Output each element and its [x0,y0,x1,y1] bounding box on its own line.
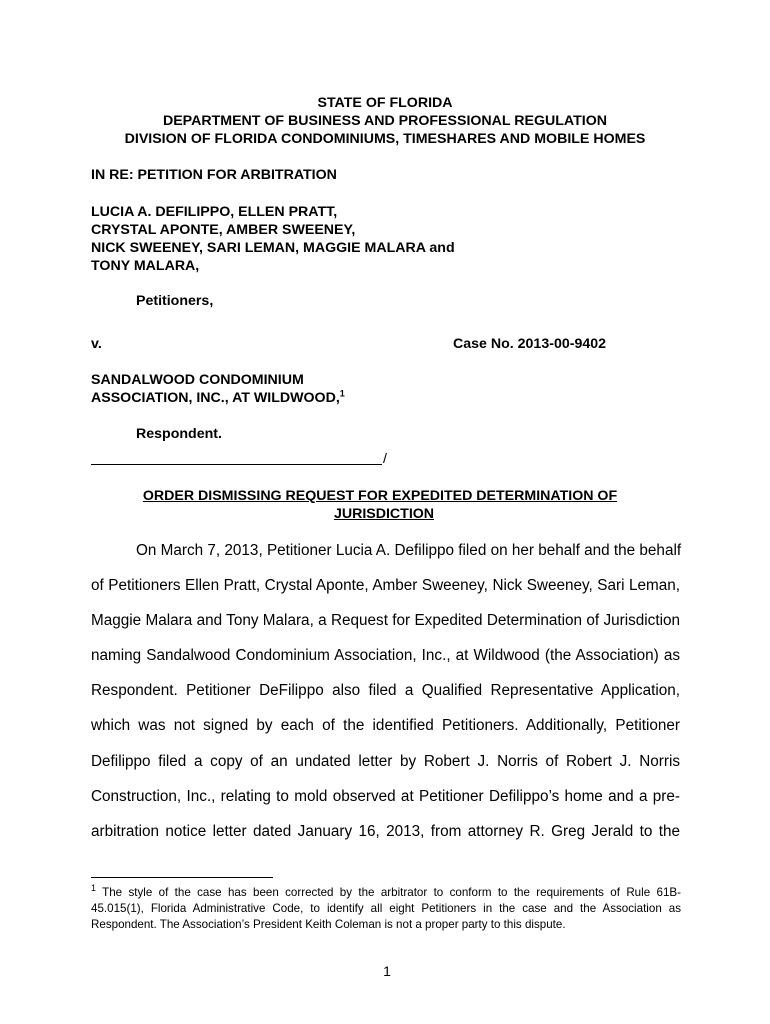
respondent-line-2: ASSOCIATION, INC., AT WILDWOOD,$^1$ [91,388,345,406]
petitioners-label: Petitioners, [136,293,214,309]
header-state: STATE OF FLORIDA [317,95,453,111]
footnote-line-3: Respondent. The Association’s President Keith Coleman is not a proper party to this dispute. [91,918,566,931]
header-division: DIVISION OF FLORIDA CONDOMINIUMS, TIMESHARES AND MOBILE HOMES [124,131,646,147]
footnote-separator [91,877,273,878]
order-title-line-1: ORDER DISMISSING REQUEST FOR EXPEDITED DETERMINATION OF [142,488,618,504]
signature-rule [91,464,382,465]
footnote-reference: 1 [339,388,345,399]
rule-slash: / [383,451,387,467]
body-line-9: arbitration notice letter dated January 16, 2013, from attorney R. Greg Jerald to the [91,823,680,840]
footnote-line-1: $^1$ The style of the case has been corrected by the arbitrator to conform to the requirements of Rule 61B- [91,883,681,899]
footnote-mark: 1 [91,883,97,894]
body-line-4: naming Sandalwood Condominium Association, Inc., at Wildwood (the Association) as [91,647,680,664]
case-number: Case No. 2013-00-9402 [453,336,607,352]
respondent-line-1: SANDALWOOD CONDOMINIUM [91,372,304,388]
body-line-1: On March 7, 2013, Petitioner Lucia A. Defilippo filed on her behalf and the behalf [136,542,682,559]
header-department: DEPARTMENT OF BUSINESS AND PROFESSIONAL REGULATION [162,113,608,129]
body-line-6: which was not signed by each of the identified Petitioners. Additionally, Petitioner [91,717,680,734]
footnote-line-2: 45.015(1), Florida Administrative Code, to identify all eight Petitioners in the case and the Association as [91,902,681,915]
body-line-8: Construction, Inc., relating to mold observed at Petitioner Defilippo’s home and a pre- [91,788,680,805]
respondent-label: Respondent. [136,426,222,442]
body-line-5: Respondent. Petitioner DeFilippo also filed a Qualified Representative Application, [91,682,680,699]
body-line-3: Maggie Malara and Tony Malara, a Request for Expedited Determination of Jurisdiction [91,612,680,629]
in-re-line: IN RE: PETITION FOR ARBITRATION [91,167,337,183]
body-line-2: of Petitioners Ellen Pratt, Crystal Aponte, Amber Sweeney, Nick Sweeney, Sari Leman, [91,577,680,594]
page-number: 1 [383,963,391,979]
petitioners-line-3: NICK SWEENEY, SARI LEMAN, MAGGIE MALARA and [91,240,455,256]
body-line-7: Defilippo filed a copy of an undated letter by Robert J. Norris of Robert J. Norris [91,753,680,770]
petitioners-line-2: CRYSTAL APONTE, AMBER SWEENEY, [91,222,356,238]
petitioners-line-4: TONY MALARA, [91,258,200,274]
petitioners-line-1: LUCIA A. DEFILIPPO, ELLEN PRATT, [91,204,338,220]
versus: v. [91,336,102,352]
order-title-line-2: JURISDICTION [333,506,435,522]
